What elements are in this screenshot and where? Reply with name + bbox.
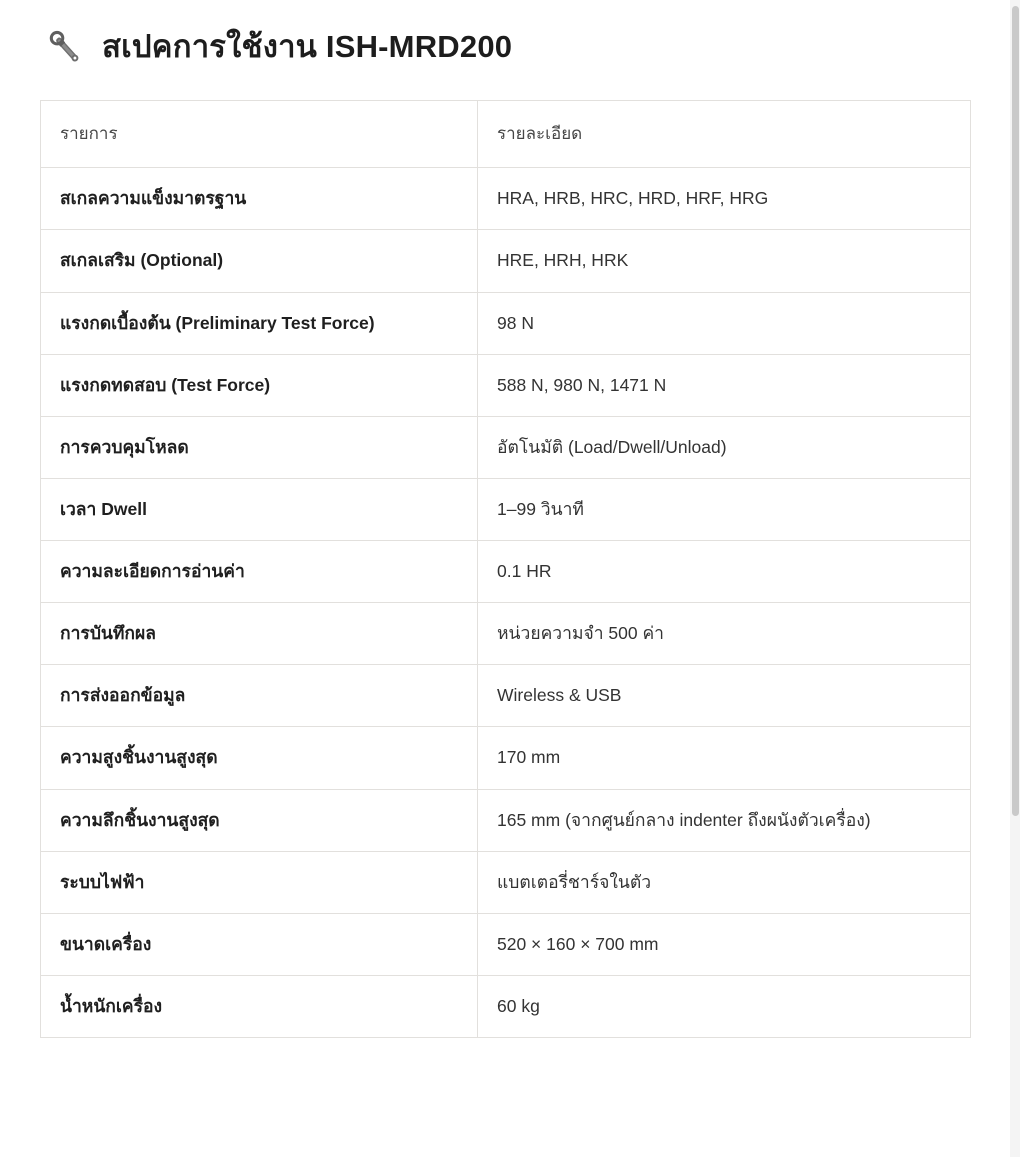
table-row	[41, 913, 971, 975]
row-label: สเกลเสริม (Optional)	[41, 230, 478, 292]
row-value: แบตเตอรี่ชาร์จในตัว	[478, 851, 971, 913]
page-title	[42, 24, 970, 70]
table-row	[41, 354, 971, 416]
column-header-item: รายการ	[41, 101, 478, 168]
table-row	[41, 478, 971, 540]
specification-table	[40, 100, 971, 1038]
row-value: 520 × 160 × 700 mm	[478, 913, 971, 975]
row-value: Wireless & USB	[478, 665, 971, 727]
row-label: การควบคุมโหลด	[41, 416, 478, 478]
row-value: 1–99 วินาที	[478, 478, 971, 540]
row-label: ขนาดเครื่อง	[41, 913, 478, 975]
table-row	[41, 789, 971, 851]
scrollbar-thumb[interactable]	[1012, 6, 1019, 816]
table-row	[41, 292, 971, 354]
table-row	[41, 851, 971, 913]
row-value: HRA, HRB, HRC, HRD, HRF, HRG	[478, 168, 971, 230]
row-value: 170 mm	[478, 727, 971, 789]
table-header-row	[41, 101, 971, 168]
row-value: 60 kg	[478, 975, 971, 1037]
row-value: HRE, HRH, HRK	[478, 230, 971, 292]
table-row	[41, 416, 971, 478]
table-row	[41, 168, 971, 230]
table-row	[41, 603, 971, 665]
row-label: น้ำหนักเครื่อง	[41, 975, 478, 1037]
page-scrollbar[interactable]	[1010, 0, 1020, 1157]
row-label: ระบบไฟฟ้า	[41, 851, 478, 913]
table-row	[41, 727, 971, 789]
row-value: 98 N	[478, 292, 971, 354]
table-row	[41, 541, 971, 603]
row-value: 165 mm (จากศูนย์กลาง indenter ถึงผนังตัวเครื่อง)	[478, 789, 971, 851]
row-label: การส่งออกข้อมูล	[41, 665, 478, 727]
table-row	[41, 230, 971, 292]
table-row	[41, 665, 971, 727]
column-header-detail: รายละเอียด	[478, 101, 971, 168]
row-label: แรงกดทดสอบ (Test Force)	[41, 354, 478, 416]
row-value: 0.1 HR	[478, 541, 971, 603]
row-label: การบันทึกผล	[41, 603, 478, 665]
row-value: อัตโนมัติ (Load/Dwell/Unload)	[478, 416, 971, 478]
row-label: ความสูงชิ้นงานสูงสุด	[41, 727, 478, 789]
table-row	[41, 975, 971, 1037]
row-value: หน่วยความจำ 500 ค่า	[478, 603, 971, 665]
row-label: ความละเอียดการอ่านค่า	[41, 541, 478, 603]
page-title-text: สเปคการใช้งาน ISH-MRD200	[102, 28, 513, 64]
row-label: ความลึกชิ้นงานสูงสุด	[41, 789, 478, 851]
row-label: เวลา Dwell	[41, 478, 478, 540]
wrench-icon	[42, 24, 88, 70]
row-label: สเกลความแข็งมาตรฐาน	[41, 168, 478, 230]
row-value: 588 N, 980 N, 1471 N	[478, 354, 971, 416]
row-label: แรงกดเบื้องต้น (Preliminary Test Force)	[41, 292, 478, 354]
